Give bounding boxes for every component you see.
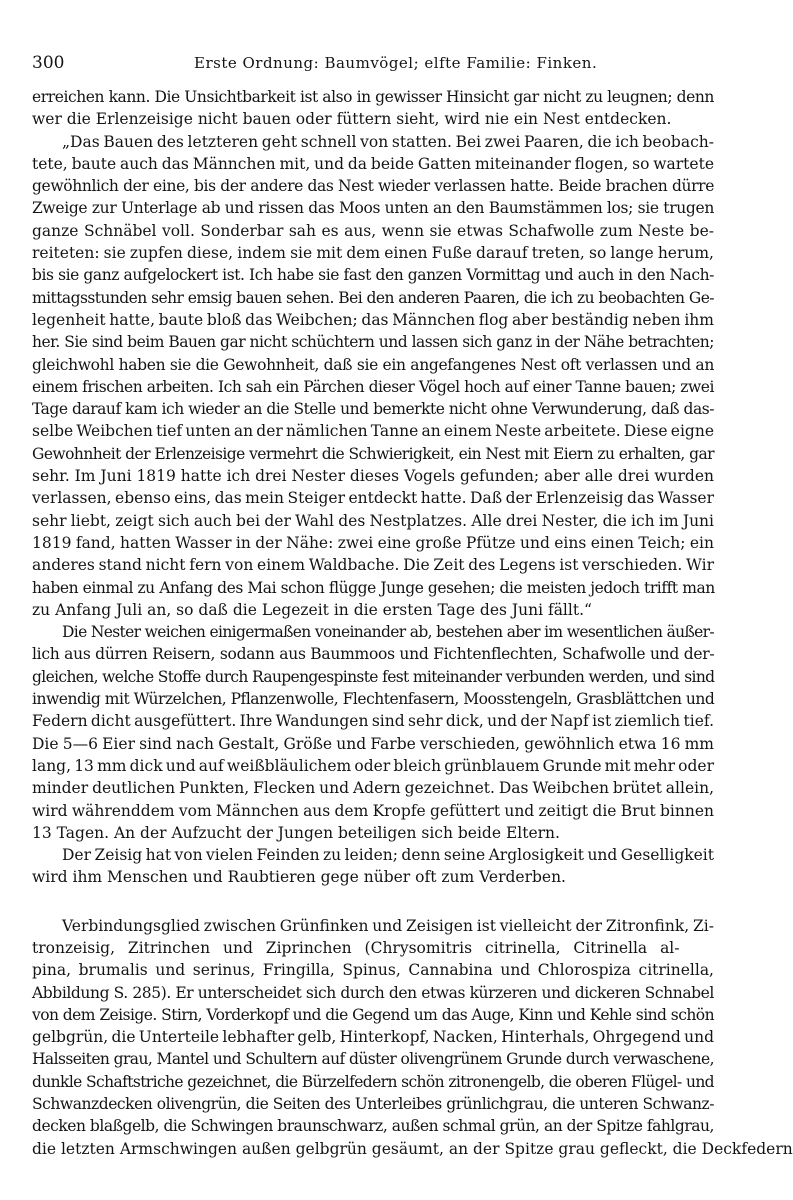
text-line: 13 Tagen. An der Aufzucht der Jungen beteiligen sich beide Eltern. bbox=[32, 823, 560, 842]
paragraph bbox=[32, 621, 714, 844]
text-line: gleichwohl haben sie die Gewohnheit, daß sie ein angefangenes Nest oft verlassen und an bbox=[32, 355, 714, 374]
text-line: zu Anfang Juli an, so daß die Legezeit in die ersten Tage des Juni fällt.“ bbox=[32, 600, 592, 619]
text-line: gleichen, welche Stoffe durch Raupengespinste fest miteinander verbunden werden, und sind bbox=[32, 667, 715, 686]
text-line: Federn dicht ausgefüttert. Ihre Wandungen sind sehr dick, und der Napf ist ziemlich tief. bbox=[32, 712, 714, 731]
text-line: reiteten: sie zupfen diese, indem sie mit dem einen Fuße darauf treten, so lange herum, bbox=[32, 244, 714, 263]
text-line: wird währenddem vom Männchen aus dem Kropfe gefüttert und zeitigt die Brut binnen bbox=[32, 801, 714, 820]
text-line: selbe Weibchen tief unten an der nämlichen Tanne an einem Neste arbeitete. Diese eigne bbox=[32, 422, 714, 441]
text-line: von dem Zeisige. Stirn, Vorderkopf und die Gegend um das Auge, Kinn und Kehle sind schön bbox=[32, 1005, 714, 1024]
text-line: tete, baute auch das Männchen mit, und da beide Gatten miteinander flogen, so wartete bbox=[32, 154, 714, 173]
text-line: legenheit hatte, baute bloß das Weibchen; das Männchen flog aber beständig neben ihm bbox=[32, 310, 714, 329]
text-line: bis sie ganz aufgelockert ist. Ich habe sie fast den ganzen Vormittag und auch in den Nach- bbox=[32, 266, 714, 285]
text-line: sehr liebt, zeigt sich auch bei der Wahl des Nestplatzes. Alle drei Nester, die ich im Juni bbox=[32, 511, 714, 530]
text-line: her. Sie sind beim Bauen gar nicht schüchtern und lassen sich ganz in der Nähe betrachten; bbox=[32, 333, 714, 352]
page-header bbox=[32, 50, 716, 76]
text-line: wird ihm Menschen und Raubtieren gege nüber oft zum Verderben. bbox=[32, 868, 566, 887]
text-line: anderes stand nicht fern von einem Waldbache. Die Zeit des Legens ist verschieden. Wir bbox=[32, 556, 714, 575]
body-text bbox=[32, 86, 793, 1160]
text-line: lich aus dürren Reisern, sodann aus Baummoos und Fichtenflechten, Schafwolle und der- bbox=[32, 645, 715, 664]
text-line: verlassen, ebenso eins, das mein Steiger entdeckt hatte. Daß der Erlenzeisig das Wasser bbox=[32, 489, 714, 508]
text-line: Der Zeisig hat von vielen Feinden zu leiden; denn seine Arglosigkeit und Geselligkeit bbox=[62, 846, 714, 865]
text-line: gewöhnlich der eine, bis der andere das Nest wieder verlassen hatte. Beide brachen dürre bbox=[32, 177, 714, 196]
text-line: Halsseiten grau, Mantel und Schultern auf düster olivengrünem Grunde durch verwaschene, bbox=[32, 1050, 714, 1069]
text-line: Die Nester weichen einigermaßen voneinander ab, bestehen aber im wesentlichen äußer- bbox=[62, 623, 714, 642]
text-line: „Das Bauen des letzteren geht schnell von statten. Bei zwei Paaren, die ich beobach- bbox=[62, 132, 714, 151]
paragraph bbox=[32, 915, 793, 1160]
text-line: gelbgrün, die Unterteile lebhafter gelb, Hinterkopf, Nacken, Hinterhals, Ohrgegend und bbox=[32, 1028, 714, 1047]
text-line: die letzten Armschwingen außen gelbgrün gesäumt, an der Spitze grau gefleckt, die Deckfedern bbox=[32, 1139, 793, 1158]
text-line: lang, 13 mm dick und auf weißbläulichem oder bleich grünblauem Grunde mit mehr oder bbox=[32, 756, 714, 775]
text-line: 1819 fand, hatten Wasser in der Nähe: zwei eine große Pfütze und eins einen Teich; ein bbox=[32, 533, 714, 552]
running-head: Erste Ordnung: Baumvögel; elfte Familie: Finken. bbox=[194, 54, 598, 72]
text-line: mittagsstunden sehr emsig bauen sehen. Bei den anderen Paaren, die ich zu beobachten Ge- bbox=[32, 288, 714, 307]
text-line: dunkle Schaftstriche gezeichnet, die Bürzelfedern schön zitronengelb, die oberen Flügel- und bbox=[32, 1072, 714, 1091]
text-line: Zweige zur Unterlage ab und rissen das Moos unten an den Baumstämmen los; sie trugen bbox=[32, 199, 714, 218]
text-line: sehr. Im Juni 1819 hatte ich drei Nester dieses Vogels gefunden; aber alle drei wurden bbox=[32, 467, 714, 486]
text-line: haben einmal zu Anfang des Mai schon flügge Junge gesehen; die meisten jedoch trifft man bbox=[32, 578, 715, 597]
paragraph bbox=[32, 844, 714, 889]
text-line: ganze Schnäbel voll. Sonderbar sah es aus, wenn sie etwas Schafwolle zum Neste be- bbox=[32, 221, 714, 240]
text-line: Die 5—6 Eier sind nach Gestalt, Größe und Farbe verschieden, gewöhnlich etwa 16 mm bbox=[32, 734, 714, 753]
text-line: pina, brumalis und serinus, Fringilla, Spinus, Cannabina und Chlorospiza citrinella, bbox=[32, 961, 714, 980]
paragraph bbox=[32, 131, 714, 622]
text-line: erreichen kann. Die Unsichtbarkeit ist also in gewisser Hinsicht gar nicht zu leugnen; denn bbox=[32, 88, 714, 106]
section-gap bbox=[32, 889, 714, 915]
text-line: einem frischen arbeiten. Ich sah ein Pärchen dieser Vögel hoch auf einer Tanne bauen; zwei bbox=[32, 377, 714, 396]
paragraph bbox=[32, 86, 714, 131]
text-line: Abbildung S. 285). Er unterscheidet sich durch den etwas kürzeren und dickeren Schnabel bbox=[32, 983, 714, 1002]
text-line: Tage darauf kam ich wieder an die Stelle und bemerkte nicht ohne Verwunderung, daß das- bbox=[32, 400, 714, 419]
text-line: Gewohnheit der Erlenzeisige vermehrt die Schwierigkeit, ein Nest mit Eiern zu erhalten, gar bbox=[32, 444, 714, 463]
text-line: Schwanzdecken olivengrün, die Seiten des Unterleibes grünlichgrau, die unteren Schwanz- bbox=[32, 1095, 715, 1114]
text-line: inwendig mit Würzelchen, Pflanzenwolle, Flechtenfasern, Moosstengeln, Grasblättchen und bbox=[32, 690, 715, 709]
page-number: 300 bbox=[32, 53, 65, 73]
text-line: minder deutlichen Punkten, Flecken und Adern gezeichnet. Das Weibchen brütet allein, bbox=[32, 779, 714, 798]
text-line: Verbindungsglied zwischen Grünfinken und Zeisigen ist vielleicht der Zitronfink, Zi- bbox=[62, 916, 714, 935]
text-line: decken blaßgelb, die Schwingen braunschwarz, außen schmal grün, an der Spitze fahlgrau, bbox=[32, 1117, 714, 1136]
text-line: wer die Erlenzeisige nicht bauen oder füttern sieht, wird nie ein Nest entdecken. bbox=[32, 110, 672, 129]
text-line: tronzeisig, Zitrinchen und Ziprinchen (Chrysomitris citrinella, Citrinella al- bbox=[32, 938, 680, 957]
